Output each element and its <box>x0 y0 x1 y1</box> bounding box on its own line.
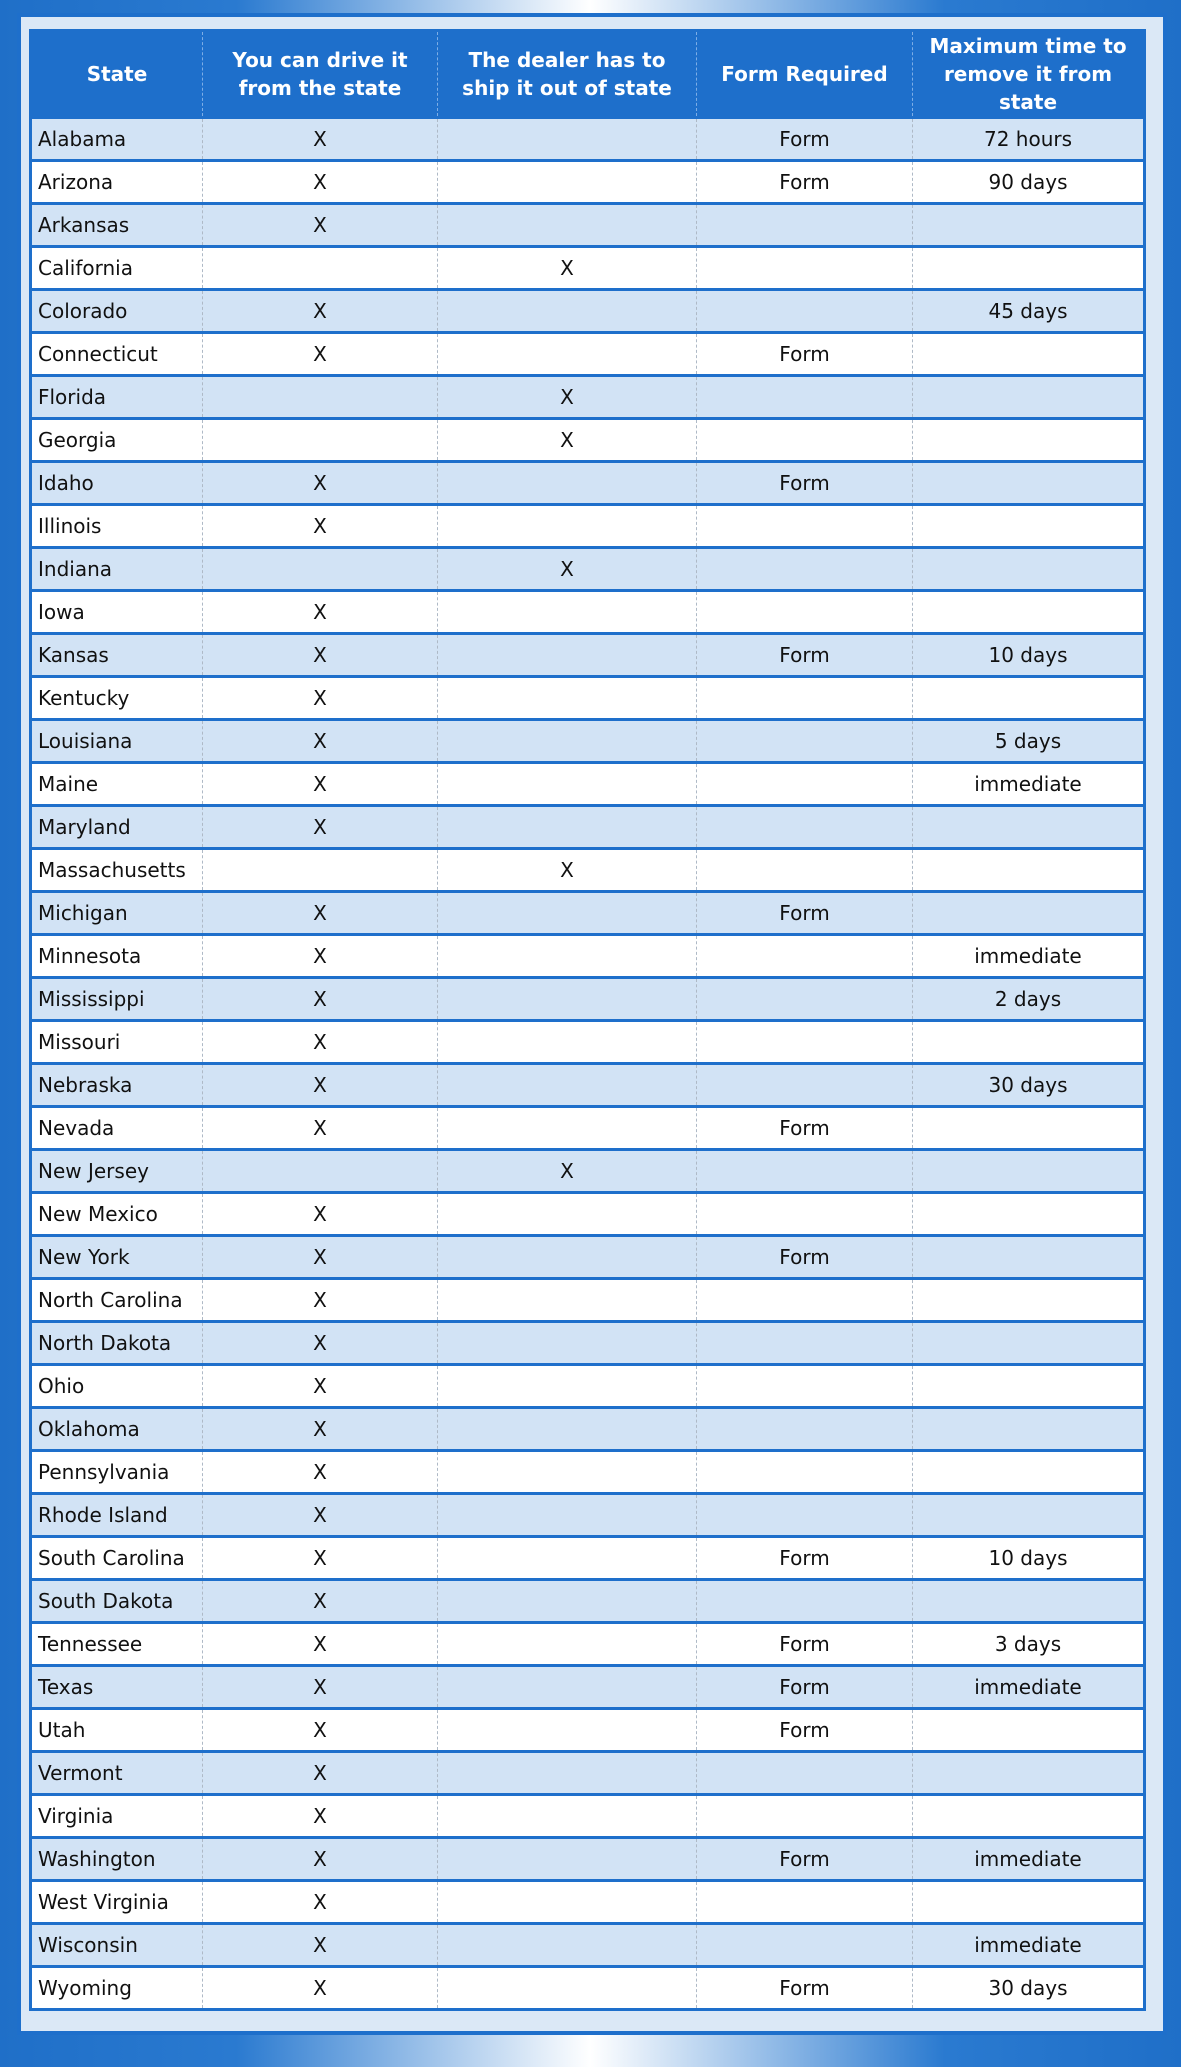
cell-form-required: Form <box>697 462 913 505</box>
cell-max-time <box>913 892 1145 935</box>
cell-drive-from-state: X <box>203 1623 438 1666</box>
cell-state: Kansas <box>31 634 203 677</box>
cell-state: North Carolina <box>31 1279 203 1322</box>
cell-form-required <box>697 720 913 763</box>
cell-form-required <box>697 1881 913 1924</box>
cell-form-required <box>697 1752 913 1795</box>
cell-max-time <box>913 1451 1145 1494</box>
cell-dealer-ships <box>438 1537 697 1580</box>
cell-dealer-ships <box>438 591 697 634</box>
cell-form-required: Form <box>697 634 913 677</box>
table-row <box>31 1838 1145 1881</box>
cell-drive-from-state: X <box>203 1193 438 1236</box>
cell-dealer-ships <box>438 1623 697 1666</box>
cell-max-time: 72 hours <box>913 118 1145 161</box>
cell-max-time: 10 days <box>913 1537 1145 1580</box>
header-dealer-ships: The dealer has to ship it out of state <box>438 31 697 118</box>
cell-drive-from-state: X <box>203 333 438 376</box>
cell-dealer-ships <box>438 1924 697 1967</box>
cell-dealer-ships <box>438 978 697 1021</box>
cell-dealer-ships <box>438 161 697 204</box>
cell-drive-from-state <box>203 247 438 290</box>
cell-dealer-ships <box>438 333 697 376</box>
cell-form-required <box>697 677 913 720</box>
cell-drive-from-state: X <box>203 935 438 978</box>
table-row <box>31 333 1145 376</box>
cell-state: Connecticut <box>31 333 203 376</box>
table-row <box>31 419 1145 462</box>
cell-max-time <box>913 1494 1145 1537</box>
table-row <box>31 892 1145 935</box>
cell-dealer-ships <box>438 806 697 849</box>
cell-max-time: immediate <box>913 1838 1145 1881</box>
table-row <box>31 1666 1145 1709</box>
table-row <box>31 1967 1145 2010</box>
cell-state: Minnesota <box>31 935 203 978</box>
cell-drive-from-state: X <box>203 1322 438 1365</box>
cell-form-required <box>697 419 913 462</box>
cell-state: South Carolina <box>31 1537 203 1580</box>
cell-max-time <box>913 677 1145 720</box>
cell-drive-from-state: X <box>203 1107 438 1150</box>
table-row <box>31 1451 1145 1494</box>
cell-state: Tennessee <box>31 1623 203 1666</box>
cell-form-required <box>697 290 913 333</box>
cell-state: Utah <box>31 1709 203 1752</box>
cell-max-time <box>913 505 1145 548</box>
cell-max-time: immediate <box>913 935 1145 978</box>
table-row <box>31 290 1145 333</box>
header-form-required: Form Required <box>697 31 913 118</box>
cell-dealer-ships <box>438 1322 697 1365</box>
cell-max-time <box>913 1322 1145 1365</box>
cell-dealer-ships: X <box>438 849 697 892</box>
cell-form-required <box>697 978 913 1021</box>
cell-drive-from-state: X <box>203 1365 438 1408</box>
cell-state: Iowa <box>31 591 203 634</box>
header-drive-from-state: You can drive it from the state <box>203 31 438 118</box>
cell-form-required <box>697 1580 913 1623</box>
cell-dealer-ships <box>438 935 697 978</box>
cell-drive-from-state: X <box>203 1709 438 1752</box>
cell-state: Maryland <box>31 806 203 849</box>
cell-state: Nebraska <box>31 1064 203 1107</box>
cell-drive-from-state: X <box>203 1881 438 1924</box>
table-row <box>31 1709 1145 1752</box>
table-row <box>31 1881 1145 1924</box>
cell-dealer-ships <box>438 1064 697 1107</box>
cell-state: Michigan <box>31 892 203 935</box>
cell-drive-from-state: X <box>203 978 438 1021</box>
cell-dealer-ships <box>438 1795 697 1838</box>
cell-drive-from-state: X <box>203 1838 438 1881</box>
cell-max-time: immediate <box>913 1924 1145 1967</box>
cell-state: New Mexico <box>31 1193 203 1236</box>
cell-max-time <box>913 548 1145 591</box>
table-row <box>31 548 1145 591</box>
cell-form-required: Form <box>697 333 913 376</box>
cell-dealer-ships <box>438 1709 697 1752</box>
cell-drive-from-state: X <box>203 1451 438 1494</box>
cell-drive-from-state: X <box>203 1580 438 1623</box>
cell-max-time: 30 days <box>913 1967 1145 2010</box>
table-row <box>31 505 1145 548</box>
cell-max-time: immediate <box>913 763 1145 806</box>
cell-state: Mississippi <box>31 978 203 1021</box>
header-max-time: Maximum time to remove it from state <box>913 31 1145 118</box>
table-row <box>31 1580 1145 1623</box>
cell-drive-from-state: X <box>203 720 438 763</box>
cell-drive-from-state: X <box>203 1279 438 1322</box>
cell-state: Louisiana <box>31 720 203 763</box>
cell-state: Missouri <box>31 1021 203 1064</box>
cell-max-time <box>913 849 1145 892</box>
cell-dealer-ships <box>438 1021 697 1064</box>
cell-state: Vermont <box>31 1752 203 1795</box>
cell-form-required: Form <box>697 1666 913 1709</box>
cell-drive-from-state: X <box>203 1236 438 1279</box>
cell-drive-from-state <box>203 1150 438 1193</box>
cell-drive-from-state: X <box>203 806 438 849</box>
table-row <box>31 1365 1145 1408</box>
cell-max-time <box>913 806 1145 849</box>
cell-dealer-ships <box>438 1365 697 1408</box>
cell-dealer-ships <box>438 1236 697 1279</box>
cell-state: Florida <box>31 376 203 419</box>
cell-state: Arizona <box>31 161 203 204</box>
cell-form-required: Form <box>697 1967 913 2010</box>
cell-max-time <box>913 591 1145 634</box>
cell-state: New Jersey <box>31 1150 203 1193</box>
table-row <box>31 1322 1145 1365</box>
cell-form-required <box>697 505 913 548</box>
table-row <box>31 376 1145 419</box>
cell-dealer-ships <box>438 1279 697 1322</box>
table-row <box>31 935 1145 978</box>
cell-form-required: Form <box>697 1537 913 1580</box>
cell-dealer-ships <box>438 720 697 763</box>
table-body <box>31 118 1145 2010</box>
table-row <box>31 720 1145 763</box>
cell-drive-from-state <box>203 419 438 462</box>
cell-state: Texas <box>31 1666 203 1709</box>
cell-dealer-ships: X <box>438 419 697 462</box>
cell-max-time <box>913 1709 1145 1752</box>
cell-form-required <box>697 1494 913 1537</box>
table-row <box>31 1408 1145 1451</box>
cell-form-required <box>697 204 913 247</box>
cell-drive-from-state: X <box>203 1537 438 1580</box>
table-row <box>31 677 1145 720</box>
cell-form-required <box>697 1365 913 1408</box>
cell-state: Pennsylvania <box>31 1451 203 1494</box>
table-row <box>31 1537 1145 1580</box>
cell-state: Washington <box>31 1838 203 1881</box>
table-row <box>31 118 1145 161</box>
cell-state: North Dakota <box>31 1322 203 1365</box>
cell-max-time <box>913 1236 1145 1279</box>
cell-dealer-ships <box>438 204 697 247</box>
cell-max-time <box>913 204 1145 247</box>
cell-drive-from-state: X <box>203 1795 438 1838</box>
cell-max-time: 5 days <box>913 720 1145 763</box>
cell-form-required <box>697 1279 913 1322</box>
table-row <box>31 1924 1145 1967</box>
cell-drive-from-state: X <box>203 118 438 161</box>
cell-dealer-ships <box>438 1967 697 2010</box>
table-row <box>31 1494 1145 1537</box>
cell-form-required <box>697 548 913 591</box>
cell-drive-from-state: X <box>203 591 438 634</box>
cell-state: Idaho <box>31 462 203 505</box>
cell-form-required <box>697 1408 913 1451</box>
cell-state: Colorado <box>31 290 203 333</box>
table-row <box>31 1795 1145 1838</box>
cell-dealer-ships <box>438 1408 697 1451</box>
cell-state: Georgia <box>31 419 203 462</box>
table-row <box>31 849 1145 892</box>
cell-dealer-ships: X <box>438 247 697 290</box>
cell-dealer-ships: X <box>438 1150 697 1193</box>
cell-max-time <box>913 1279 1145 1322</box>
table-row <box>31 247 1145 290</box>
cell-form-required: Form <box>697 1236 913 1279</box>
cell-max-time <box>913 376 1145 419</box>
table-row <box>31 204 1145 247</box>
cell-dealer-ships <box>438 118 697 161</box>
cell-max-time <box>913 1881 1145 1924</box>
header-row <box>31 31 1145 118</box>
cell-drive-from-state: X <box>203 290 438 333</box>
cell-drive-from-state: X <box>203 1064 438 1107</box>
cell-max-time <box>913 1021 1145 1064</box>
cell-state: Wisconsin <box>31 1924 203 1967</box>
cell-form-required <box>697 1150 913 1193</box>
cell-state: Wyoming <box>31 1967 203 2010</box>
cell-max-time <box>913 333 1145 376</box>
cell-state: New York <box>31 1236 203 1279</box>
cell-dealer-ships <box>438 1193 697 1236</box>
cell-max-time <box>913 1193 1145 1236</box>
cell-max-time <box>913 1795 1145 1838</box>
cell-drive-from-state: X <box>203 1408 438 1451</box>
cell-max-time <box>913 419 1145 462</box>
cell-dealer-ships <box>438 1881 697 1924</box>
cell-form-required <box>697 591 913 634</box>
state-rules-table <box>29 29 1146 2011</box>
cell-state: California <box>31 247 203 290</box>
table-row <box>31 1752 1145 1795</box>
cell-max-time <box>913 1107 1145 1150</box>
cell-form-required <box>697 376 913 419</box>
cell-drive-from-state: X <box>203 1666 438 1709</box>
table-row <box>31 1064 1145 1107</box>
cell-state: Illinois <box>31 505 203 548</box>
cell-state: Rhode Island <box>31 1494 203 1537</box>
cell-form-required: Form <box>697 161 913 204</box>
cell-max-time: 2 days <box>913 978 1145 1021</box>
cell-form-required <box>697 1795 913 1838</box>
table-row <box>31 806 1145 849</box>
cell-dealer-ships <box>438 1580 697 1623</box>
cell-dealer-ships <box>438 1752 697 1795</box>
table-row <box>31 1021 1145 1064</box>
cell-max-time: immediate <box>913 1666 1145 1709</box>
table-row <box>31 1236 1145 1279</box>
cell-form-required <box>697 763 913 806</box>
cell-max-time <box>913 1365 1145 1408</box>
cell-dealer-ships <box>438 1494 697 1537</box>
cell-dealer-ships <box>438 763 697 806</box>
cell-dealer-ships <box>438 505 697 548</box>
cell-dealer-ships <box>438 462 697 505</box>
cell-state: Indiana <box>31 548 203 591</box>
cell-form-required <box>697 849 913 892</box>
cell-dealer-ships <box>438 634 697 677</box>
cell-drive-from-state: X <box>203 505 438 548</box>
cell-form-required <box>697 1193 913 1236</box>
cell-max-time <box>913 247 1145 290</box>
cell-state: Massachusetts <box>31 849 203 892</box>
cell-max-time: 90 days <box>913 161 1145 204</box>
cell-max-time <box>913 1408 1145 1451</box>
table-row <box>31 1107 1145 1150</box>
cell-drive-from-state: X <box>203 1752 438 1795</box>
cell-dealer-ships: X <box>438 376 697 419</box>
table-row <box>31 462 1145 505</box>
cell-drive-from-state: X <box>203 1967 438 2010</box>
cell-state: Oklahoma <box>31 1408 203 1451</box>
cell-state: Kentucky <box>31 677 203 720</box>
cell-max-time: 10 days <box>913 634 1145 677</box>
cell-drive-from-state: X <box>203 1924 438 1967</box>
cell-drive-from-state: X <box>203 892 438 935</box>
table-row <box>31 634 1145 677</box>
cell-drive-from-state: X <box>203 1021 438 1064</box>
cell-max-time <box>913 1580 1145 1623</box>
cell-max-time <box>913 462 1145 505</box>
cell-form-required: Form <box>697 118 913 161</box>
cell-form-required <box>697 1064 913 1107</box>
cell-form-required: Form <box>697 1107 913 1150</box>
cell-state: South Dakota <box>31 1580 203 1623</box>
table-row <box>31 591 1145 634</box>
cell-max-time: 3 days <box>913 1623 1145 1666</box>
cell-form-required: Form <box>697 1838 913 1881</box>
cell-drive-from-state: X <box>203 204 438 247</box>
table-row <box>31 1279 1145 1322</box>
cell-state: West Virginia <box>31 1881 203 1924</box>
cell-state: Maine <box>31 763 203 806</box>
cell-dealer-ships <box>438 1451 697 1494</box>
cell-dealer-ships <box>438 1107 697 1150</box>
cell-dealer-ships: X <box>438 548 697 591</box>
table-row <box>31 1150 1145 1193</box>
table-row <box>31 1623 1145 1666</box>
cell-max-time <box>913 1752 1145 1795</box>
cell-dealer-ships <box>438 677 697 720</box>
cell-state: Alabama <box>31 118 203 161</box>
table-header <box>31 31 1145 118</box>
cell-form-required <box>697 1322 913 1365</box>
cell-form-required: Form <box>697 892 913 935</box>
table-row <box>31 1193 1145 1236</box>
header-state: State <box>31 31 203 118</box>
cell-state: Nevada <box>31 1107 203 1150</box>
cell-dealer-ships <box>438 1666 697 1709</box>
cell-dealer-ships <box>438 1838 697 1881</box>
cell-drive-from-state: X <box>203 462 438 505</box>
cell-drive-from-state <box>203 548 438 591</box>
cell-max-time <box>913 1150 1145 1193</box>
cell-drive-from-state <box>203 376 438 419</box>
cell-form-required <box>697 1451 913 1494</box>
cell-drive-from-state: X <box>203 634 438 677</box>
cell-form-required: Form <box>697 1709 913 1752</box>
cell-drive-from-state <box>203 849 438 892</box>
cell-drive-from-state: X <box>203 763 438 806</box>
cell-max-time: 45 days <box>913 290 1145 333</box>
cell-form-required: Form <box>697 1623 913 1666</box>
cell-form-required <box>697 935 913 978</box>
cell-form-required <box>697 1924 913 1967</box>
table-row <box>31 978 1145 1021</box>
table-row <box>31 763 1145 806</box>
cell-max-time: 30 days <box>913 1064 1145 1107</box>
cell-drive-from-state: X <box>203 161 438 204</box>
cell-form-required <box>697 247 913 290</box>
cell-drive-from-state: X <box>203 677 438 720</box>
cell-state: Ohio <box>31 1365 203 1408</box>
table-row <box>31 161 1145 204</box>
cell-form-required <box>697 806 913 849</box>
cell-dealer-ships <box>438 892 697 935</box>
cell-state: Arkansas <box>31 204 203 247</box>
cell-dealer-ships <box>438 290 697 333</box>
cell-form-required <box>697 1021 913 1064</box>
cell-state: Virginia <box>31 1795 203 1838</box>
cell-drive-from-state: X <box>203 1494 438 1537</box>
